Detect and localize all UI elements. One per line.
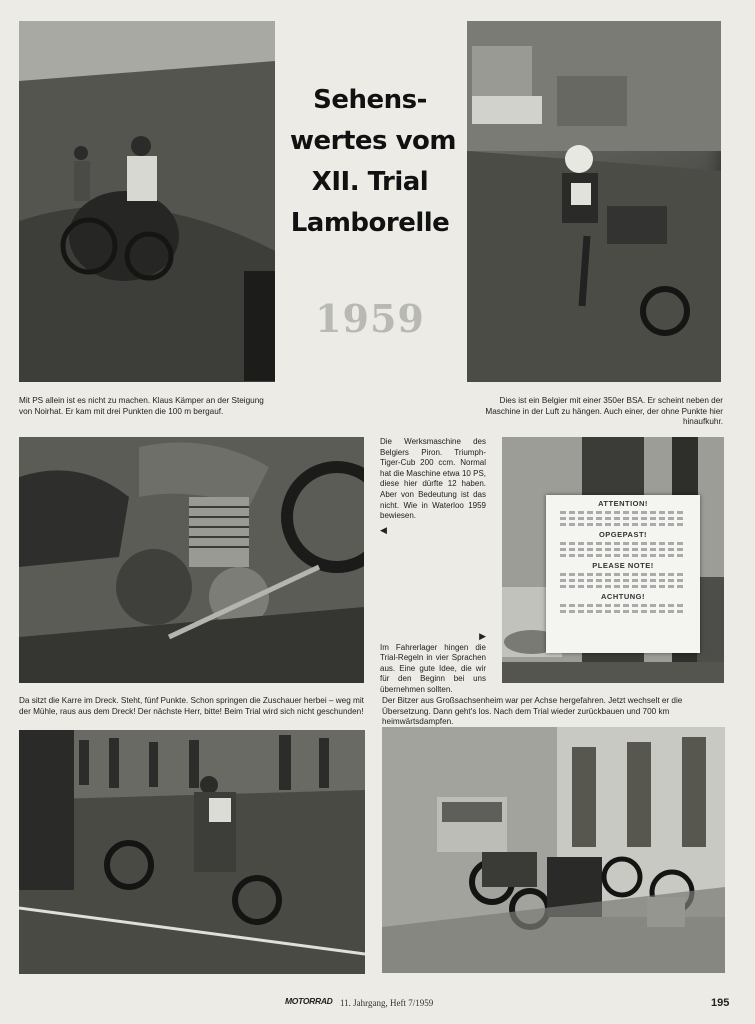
sign-text-line [560,585,686,588]
page-number: 195 [711,997,730,1009]
photo-karre-im-dreck-scene [19,730,365,974]
photo-bitzer-scene [382,727,725,973]
sign-text-line [560,548,686,551]
sign-text-line [560,604,686,607]
caption-werksmaschine-text: Die Werksmaschine des Belgiers Piron. Triumph-Tiger-Cub 200 ccm. Normal hat die Maschine etwa 10 PS, diese hier dürfte 12 haben. Aber von Bedeutung ist das nicht. Wie in Waterloo 1959 bewiesen. [380,437,486,521]
sign-attention: ATTENTION! [598,499,648,508]
magazine-logo: MOTORRAD [285,996,333,1006]
headline-line-3: XII. Trial [311,167,429,197]
caption-bottom-right: Der Bitzer aus Großsachsenheim war per Achse hergefahren. Jetzt wechselt er die Übersetzung. Dann geht's los. Nach dem Trial wieder zurückbauen und 700 km heimwärtsdampfen. [382,696,683,726]
photo-bitzer-uebersetzung [382,727,725,973]
photo-werksmaschine-piron-scene [19,437,364,683]
sign-please-note: PLEASE NOTE! [592,561,654,570]
photo-kaemper-noirhat [19,21,275,382]
sign-text-line [560,542,686,545]
sign-achtung: ACHTUNG! [601,592,645,601]
sign-text-line [560,511,686,514]
headline-line-2: wertes vom [290,126,456,156]
photo-werksmaschine-piron [19,437,364,683]
photo-kaemper-noirhat-scene [19,21,275,382]
caption-werksmaschine [380,437,486,535]
caption-trial-regeln-text: Im Fahrerlager hingen die Trial-Regeln in vier Sprachen aus. Eine gute Idee, die wir für den Beginn bei uns übernehmen sollten. [380,642,486,694]
arrow-left-icon: ◀ [380,524,387,535]
caption-top-right: Dies ist ein Belgier mit einer 350er BSA. Er scheint neben der Maschine in der Luft zu hängen. Auch einer, der ohne Punkte hier hinaufkuhr. [485,396,723,426]
sign-opgepast: OPGEPAST! [598,530,648,539]
headline-line-1: Sehens- [313,85,427,115]
sign-text-line [560,573,686,576]
notice-board [546,495,700,653]
photo-belgier-bsa-scene [467,21,721,382]
sign-text-line [560,610,686,613]
issue-info: 11. Jahrgang, Heft 7/1959 [340,998,434,1008]
photo-belgier-bsa [467,21,721,382]
headline-year: 1959 [315,296,425,341]
sign-text-line [560,579,686,582]
caption-top-left: Mit PS allein ist es nicht zu machen. Klaus Kämper an der Steigung von Noirhat. Er kam mit drei Punkten die 100 m bergauf. [19,396,264,416]
sign-text-line [560,554,686,557]
caption-trial-regeln [380,631,486,696]
photo-karre-im-dreck [19,730,365,974]
sign-text-line [560,523,686,526]
arrow-right-icon: ▶ [479,631,486,641]
sign-text-line [560,517,686,520]
headline-line-4: Lamborelle [290,208,450,238]
article-headline [290,80,456,244]
caption-bottom-left: Da sitzt die Karre im Dreck. Steht, fünf Punkte. Schon springen die Zuschauer herbei – weg mit der Mühle, raus aus dem Dreck! Der nächste Herr, bitte! Beim Trial wird sich nicht geschunden! [19,696,364,716]
